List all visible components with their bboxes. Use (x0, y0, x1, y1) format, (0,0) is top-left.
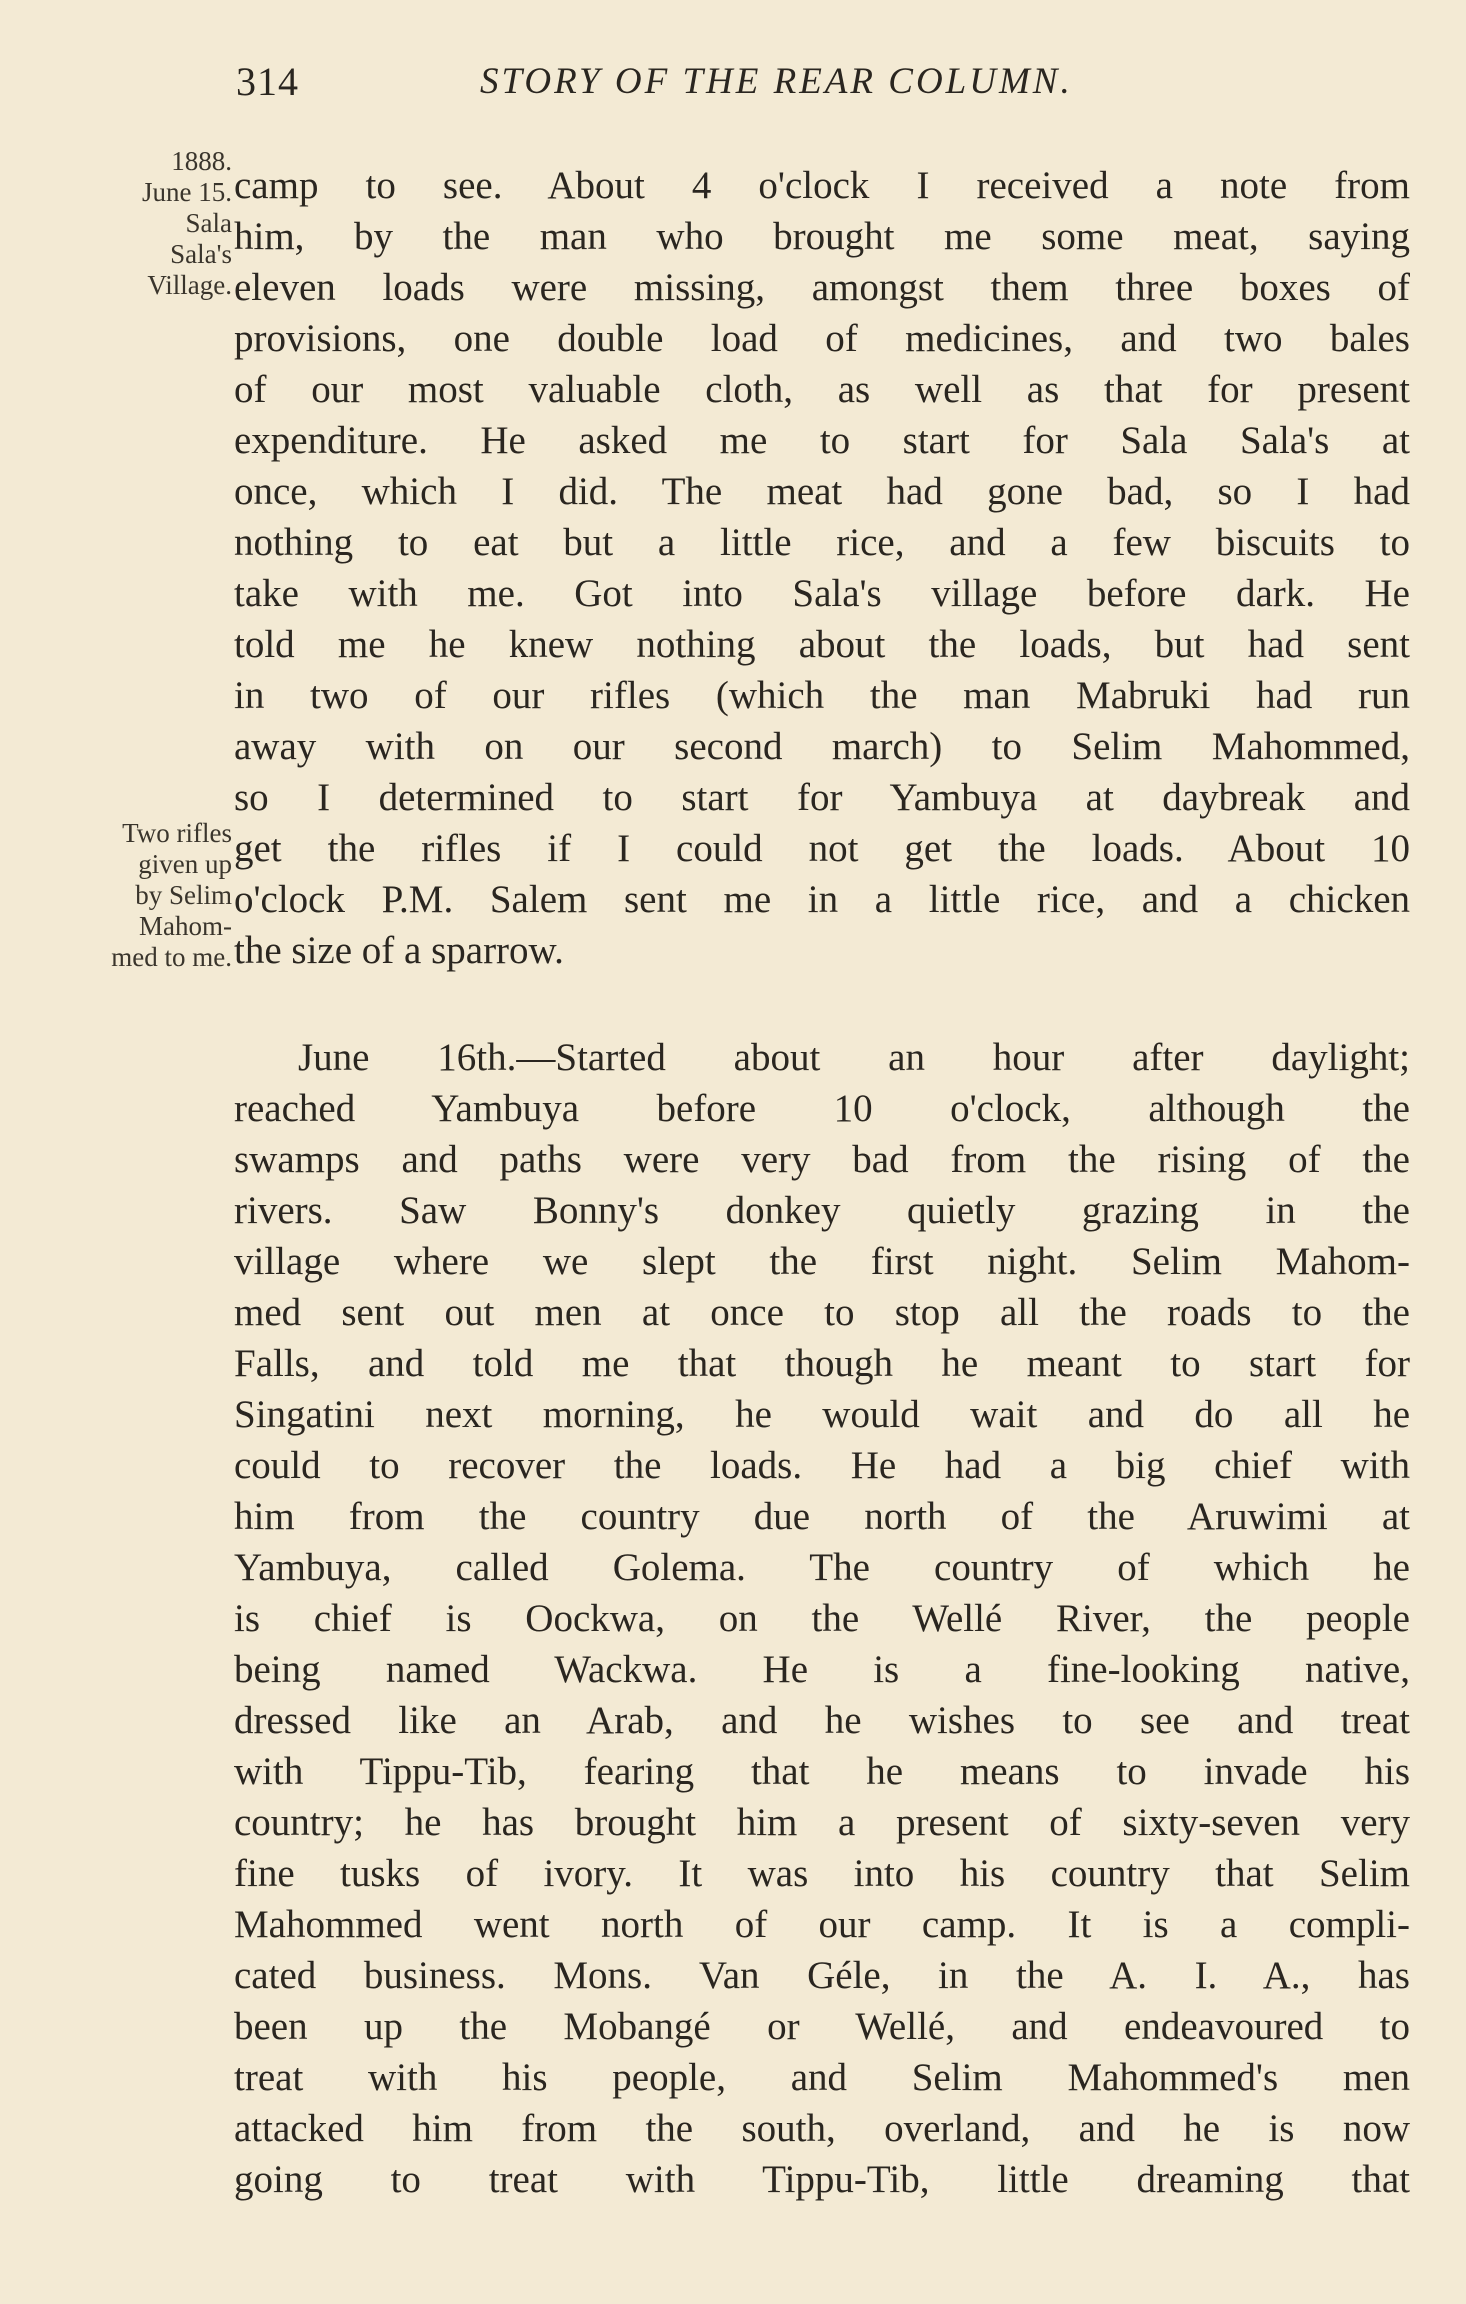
text-line: country; he has brought him a present of sixty-seven very (234, 1801, 1410, 1844)
text-line: nothing to eat but a little rice, and a few biscuits to (234, 521, 1410, 564)
text-line: once, which I did. The meat had gone bad, so I had (234, 470, 1410, 513)
margin-note-line: Mahom- (139, 911, 232, 941)
text-line: him from the country due north of the Aruwimi at (234, 1495, 1410, 1538)
text-line: village where we slept the first night. Selim Mahom- (234, 1240, 1410, 1283)
paragraph-june-15 (234, 160, 1410, 976)
text-line: so I determined to start for Yambuya at daybreak and (234, 776, 1410, 819)
text-line: being named Wackwa. He is a fine-looking native, (234, 1648, 1410, 1691)
paragraph-june-16 (234, 1032, 1410, 2205)
margin-note-line: 1888. (171, 146, 232, 176)
text-line: is chief is Oockwa, on the Wellé River, the people (234, 1597, 1410, 1640)
text-line: of our most valuable cloth, as well as that for present (234, 368, 1410, 411)
text-line: away with on our second march) to Selim Mahommed, (234, 725, 1410, 768)
text-line: been up the Mobangé or Wellé, and endeavoured to (234, 2005, 1410, 2048)
margin-note-line: given up (138, 849, 232, 879)
text-line: cated business. Mons. Van Géle, in the A. I. A., has (234, 1954, 1410, 1997)
text-line: in two of our rifles (which the man Mabruki had run (234, 674, 1410, 717)
text-line: o'clock P.M. Salem sent me in a little rice, and a chicken (234, 878, 1410, 921)
text-line: told me he knew nothing about the loads, but had sent (234, 623, 1410, 666)
margin-note-rifles (60, 818, 232, 973)
text-line: Singatini next morning, he would wait and do all he (234, 1393, 1410, 1436)
running-title: STORY OF THE REAR COLUMN. (480, 61, 1073, 102)
text-line: swamps and paths were very bad from the rising of the (234, 1138, 1410, 1181)
text-line: Falls, and told me that though he meant to start for (234, 1342, 1410, 1385)
text-line: eleven loads were missing, amongst them three boxes of (234, 266, 1410, 309)
text-line: attacked him from the south, overland, and he is now (234, 2107, 1410, 2150)
margin-note-date-location (60, 146, 232, 301)
margin-note-line: by Selim (135, 880, 232, 910)
margin-note-line: Village. (147, 270, 232, 300)
text-line: June 16th.—Started about an hour after daylight; (298, 1036, 1410, 1079)
text-line: the size of a sparrow. (234, 929, 564, 972)
text-line: provisions, one double load of medicines, and two bales (234, 317, 1410, 360)
margin-note-line: Sala's (170, 239, 232, 269)
text-line: Mahommed went north of our camp. It is a compli- (234, 1903, 1410, 1946)
text-line: med sent out men at once to stop all the roads to the (234, 1291, 1410, 1334)
text-line: rivers. Saw Bonny's donkey quietly grazing in the (234, 1189, 1410, 1232)
margin-note-line: Two rifles (122, 818, 232, 848)
text-line: him, by the man who brought me some meat, saying (234, 215, 1410, 258)
margin-note-line: Sala (185, 208, 232, 238)
text-line: camp to see. About 4 o'clock I received a note from (234, 164, 1410, 207)
text-line: dressed like an Arab, and he wishes to see and treat (234, 1699, 1410, 1742)
text-line: treat with his people, and Selim Mahommed's men (234, 2056, 1410, 2099)
text-line: get the rifles if I could not get the loads. About 10 (234, 827, 1410, 870)
text-line: Yambuya, called Golema. The country of which he (234, 1546, 1410, 1589)
text-line: take with me. Got into Sala's village before dark. He (234, 572, 1410, 615)
text-line: with Tippu-Tib, fearing that he means to invade his (234, 1750, 1410, 1793)
text-line: reached Yambuya before 10 o'clock, although the (234, 1087, 1410, 1130)
text-line: going to treat with Tippu-Tib, little dreaming that (234, 2158, 1410, 2201)
margin-note-line: June 15. (142, 177, 232, 207)
page-header (0, 58, 1466, 114)
text-line: fine tusks of ivory. It was into his country that Selim (234, 1852, 1410, 1895)
text-line: could to recover the loads. He had a big chief with (234, 1444, 1410, 1487)
page-number: 314 (236, 59, 299, 104)
text-line: expenditure. He asked me to start for Sala Sala's at (234, 419, 1410, 462)
margin-note-line: med to me. (111, 942, 232, 972)
